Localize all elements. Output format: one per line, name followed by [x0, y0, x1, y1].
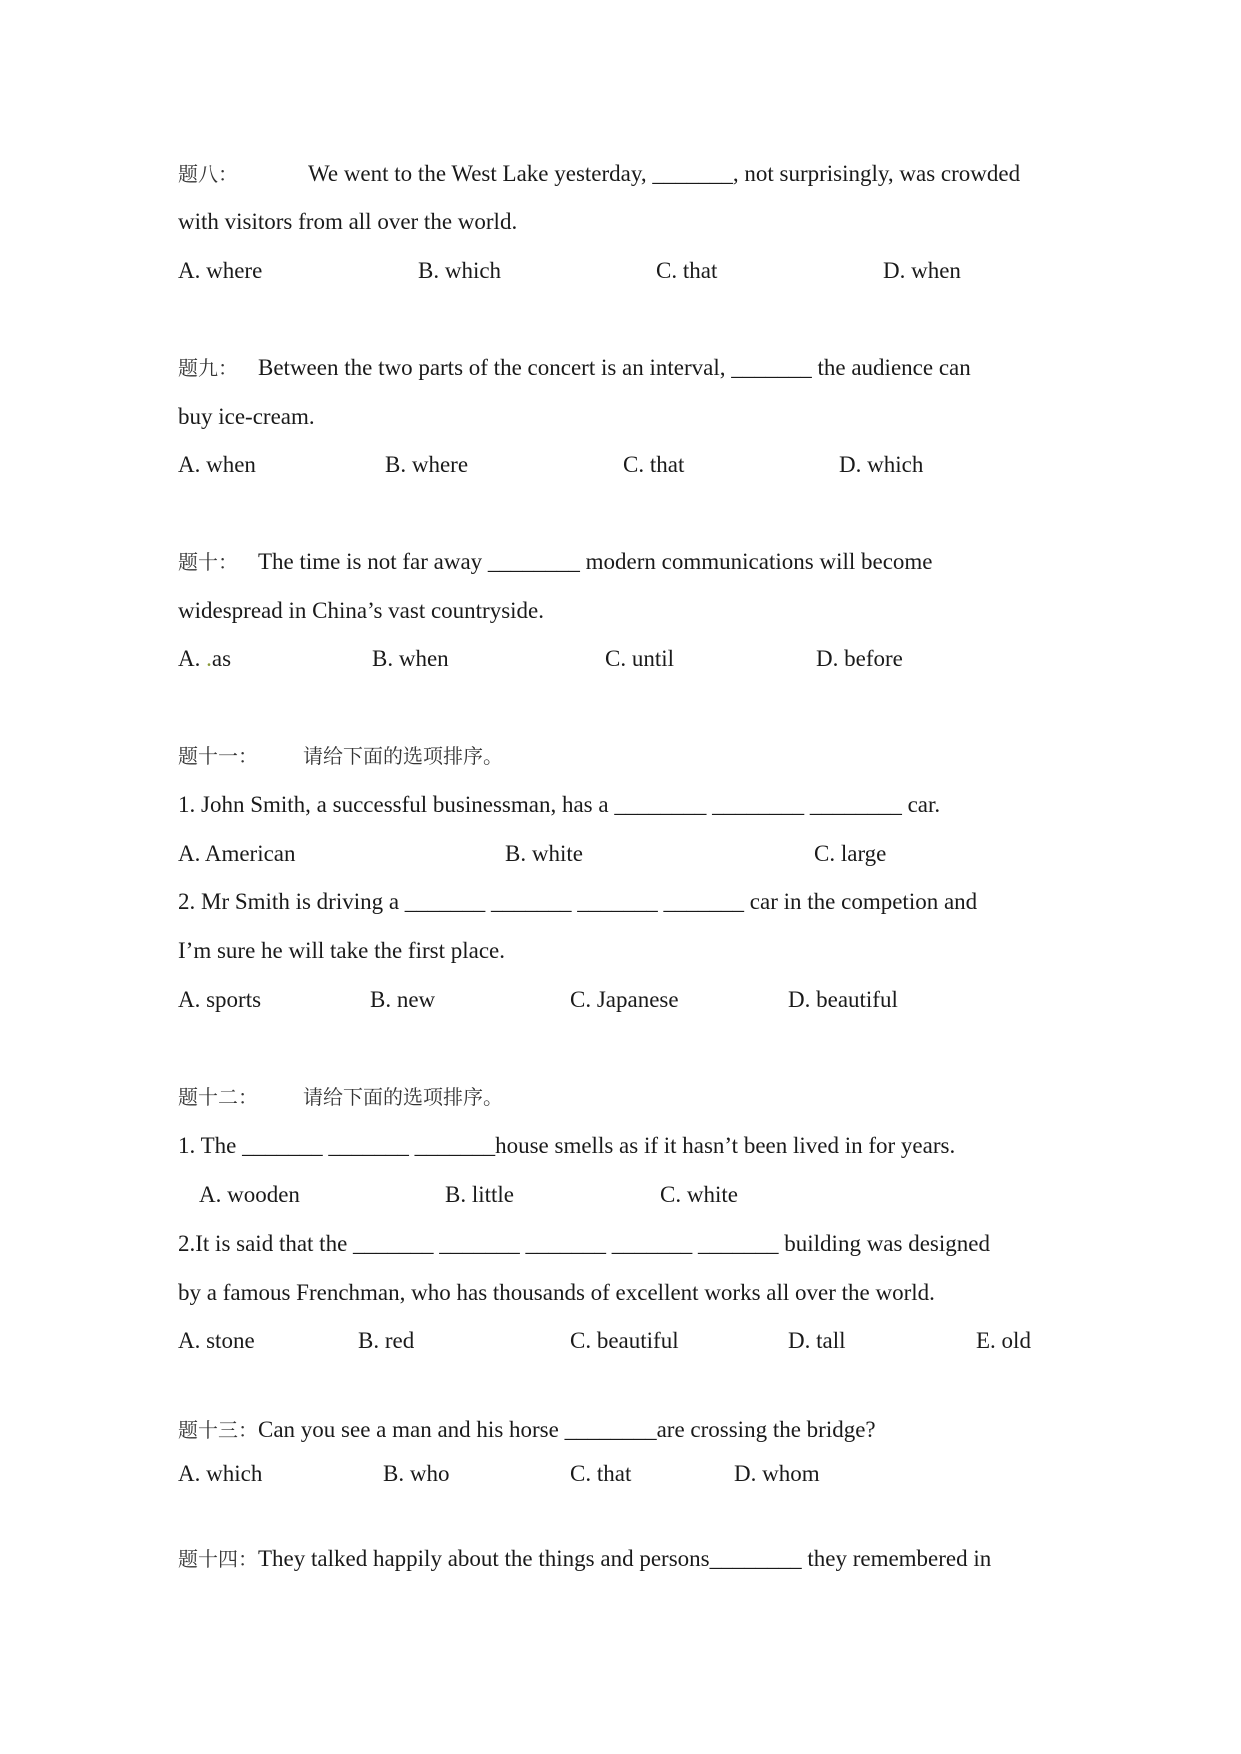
question-13-option-a: A. which: [178, 1461, 263, 1486]
question-12-instruction: 请给下面的选项排序。: [303, 1085, 503, 1109]
question-11-item-2-option-c: C. Japanese: [570, 987, 679, 1012]
question-12-item-2-option-a: A. stone: [178, 1328, 255, 1353]
question-11-item-2-options: [178, 985, 1178, 1015]
question-9-line-1: [178, 353, 971, 383]
question-8-text: We went to the West Lake yesterday, _______, not surprisingly, was crowded: [308, 161, 1021, 186]
question-11-item-1-option-b: B. white: [505, 841, 583, 866]
question-12-item-2-option-d: D. tall: [788, 1328, 846, 1353]
question-13-line-1: [178, 1415, 876, 1445]
question-9-option-d: D. which: [839, 452, 924, 477]
question-9-option-b: B. where: [385, 452, 469, 477]
question-8-line-1: [178, 159, 1020, 189]
question-12-item-2-option-e: E. old: [976, 1328, 1031, 1353]
question-8-option-d: D. when: [883, 258, 961, 283]
question-12-item-2-line-1: 2.It is said that the _______ _______ _______ _______ _______ building was designed: [178, 1231, 990, 1256]
question-13-text: Can you see a man and his horse ________are crossing the bridge?: [258, 1417, 876, 1442]
question-9-text: Between the two parts of the concert is an interval, _______ the audience can: [258, 355, 971, 380]
question-12-item-2-option-b: B. red: [358, 1328, 415, 1353]
question-11-item-2-option-b: B. new: [370, 987, 436, 1012]
question-10-option-a: A. .as: [178, 646, 232, 671]
question-11-item-2-option-a: A. sports: [178, 987, 262, 1012]
question-12-item-2-line-2: by a famous Frenchman, who has thousands of excellent works all over the world.: [178, 1280, 935, 1305]
question-10-text: The time is not far away ________ modern communications will become: [258, 549, 933, 574]
question-8-label: 题八：: [178, 162, 238, 186]
question-12-item-1-option-a: A. wooden: [199, 1182, 300, 1207]
question-11-instruction: 请给下面的选项排序。: [303, 744, 503, 768]
question-11-item-2-option-d: D. beautiful: [788, 987, 898, 1012]
question-10-line-2: widespread in China’s vast countryside.: [178, 598, 545, 623]
question-8-option-c: C. that: [656, 258, 718, 283]
question-11-header: [178, 741, 503, 771]
question-10-option-d: D. before: [816, 646, 903, 671]
question-13-label: 题十三：: [178, 1418, 258, 1442]
question-12-item-2-option-c: C. beautiful: [570, 1328, 679, 1353]
question-11-label: 题十一：: [178, 744, 258, 768]
question-12-item-1-option-c: C. white: [660, 1182, 738, 1207]
question-11-item-1-option-c: C. large: [814, 841, 887, 866]
question-11-item-1-options: [178, 839, 1178, 869]
question-12-label: 题十二：: [178, 1085, 258, 1109]
question-9-option-c: C. that: [623, 452, 685, 477]
question-11-item-2-line-2: I’m sure he will take the first place.: [178, 938, 505, 963]
question-12-header: [178, 1082, 503, 1112]
question-13-option-c: C. that: [570, 1461, 632, 1486]
question-13-options: [178, 1459, 1178, 1489]
question-10-option-b: B. when: [372, 646, 449, 671]
question-14-label: 题十四：: [178, 1547, 258, 1571]
question-10-line-1: [178, 547, 933, 577]
question-11-item-1: 1. John Smith, a successful businessman, has a ________ ________ ________ car.: [178, 792, 941, 817]
question-12-item-2-options: [178, 1326, 1178, 1356]
question-12-item-1-option-b: B. little: [445, 1182, 514, 1207]
question-8-line-2: with visitors from all over the world.: [178, 209, 518, 234]
question-11-item-2-line-1: 2. Mr Smith is driving a _______ _______ _______ _______ car in the competion and: [178, 889, 978, 914]
question-9-line-2: buy ice-cream.: [178, 404, 315, 429]
question-10-label: 题十：: [178, 550, 238, 574]
question-12-item-1-options: [178, 1180, 1178, 1210]
question-9-option-a: A. when: [178, 452, 256, 477]
question-11-item-1-option-a: A. American: [178, 841, 296, 866]
question-12-item-1: 1. The _______ _______ _______house smells as if it hasn’t been lived in for years.: [178, 1133, 956, 1158]
question-10-options: [178, 644, 1178, 674]
question-10-option-c: C. until: [605, 646, 675, 671]
stray-mark: .: [206, 646, 212, 671]
question-9-options: [178, 450, 1178, 480]
question-13-option-b: B. who: [383, 1461, 450, 1486]
question-13-option-d: D. whom: [734, 1461, 820, 1486]
question-8-option-b: B. which: [418, 258, 502, 283]
question-9-label: 题九：: [178, 356, 238, 380]
question-8-options: [178, 256, 1178, 286]
question-8-option-a: A. where: [178, 258, 263, 283]
question-14-line-1: [178, 1544, 991, 1574]
question-14-text: They talked happily about the things and persons________ they remembered in: [258, 1546, 992, 1571]
